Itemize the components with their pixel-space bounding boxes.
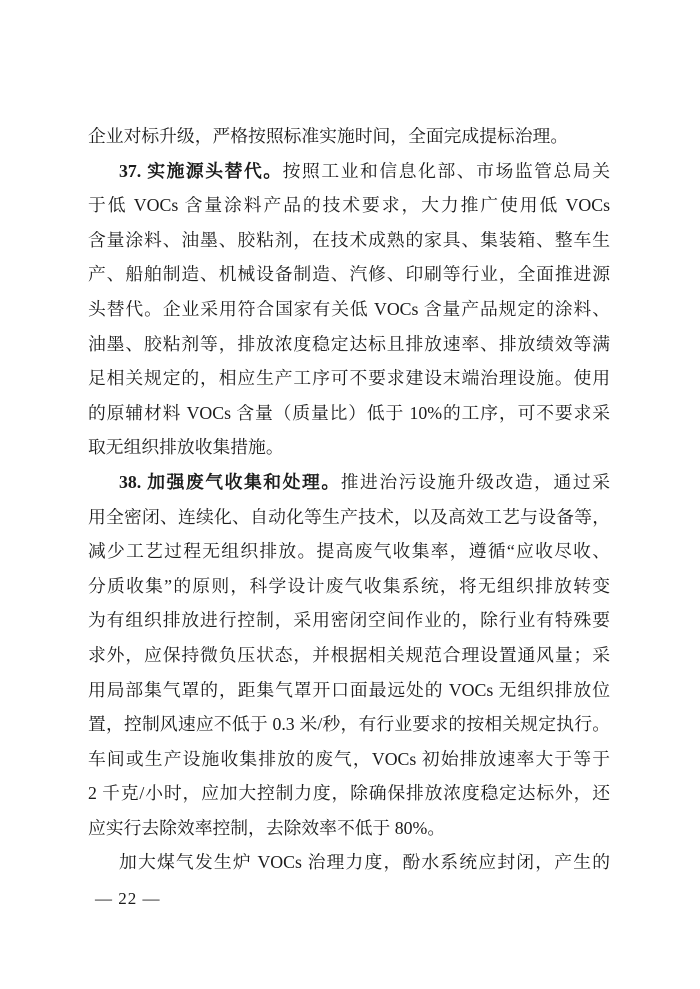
section-37-first-line (88, 154, 610, 189)
body-line: 求外，应保持微负压状态，并根据相关规范合理设置通风量；采 (88, 644, 610, 665)
body-line: 分质收集”的原则，科学设计废气收集系统，将无组织排放转变 (88, 575, 610, 596)
body-line: 应实行去除效率控制，去除效率不低于 80%。 (88, 817, 446, 838)
body-line: 置，控制风速应不低于 0.3 米/秒，有行业要求的按相关规定执行。 (88, 714, 610, 735)
body-line: 用局部集气罩的，距集气罩开口面最远处的 VOCs 无组织排放位 (88, 679, 610, 700)
body-line: 车间或生产设施收集排放的废气，VOCs 初始排放速率大于等于 (88, 748, 610, 769)
page-number: — 22 — (95, 889, 161, 908)
body-line: 含量涂料、油墨、胶粘剂，在技术成熟的家具、集装箱、整车生 (88, 229, 610, 250)
closing-line: 企业对标升级，严格按照标准实施时间，全面完成提标治理。 (88, 126, 569, 146)
section-38-heading: 38. 加强废气收集和处理。 (119, 471, 341, 492)
body-line: 减少工艺过程无组织排放。提高废气收集率，遵循“应收尽收、 (88, 541, 610, 562)
body-line: 油墨、胶粘剂等，排放浓度稳定达标且排放速率、排放绩效等满 (88, 333, 610, 354)
section-37-heading: 37. 实施源头替代。 (119, 160, 283, 181)
body-line: 足相关规定的，相应生产工序可不要求建设末端治理设施。使用 (88, 368, 610, 389)
next-paragraph-line: 加大煤气发生炉 VOCs 治理力度，酚水系统应封闭，产生的 (119, 852, 610, 873)
body-line: 的原辅材料 VOCs 含量（质量比）低于 10%的工序，可不要求采 (88, 402, 610, 423)
section-37-lead-text: 按照工业和信息化部、市场监管总局关 (282, 160, 610, 181)
body-line: 用全密闭、连续化、自动化等生产技术，以及高效工艺与设备等， (88, 506, 610, 527)
body-line: 2 千克/小时，应加大控制力度，除确保排放浓度稳定达标外，还 (88, 783, 610, 804)
section-38-first-line (88, 465, 610, 500)
section-38-lead-text: 推进治污设施升级改造，通过采 (340, 471, 610, 492)
body-line: 取无组织排放收集措施。 (88, 437, 284, 458)
body-line: 于低 VOCs 含量涂料产品的技术要求，大力推广使用低 VOCs (88, 195, 610, 216)
body-line: 头替代。企业采用符合国家有关低 VOCs 含量产品规定的涂料、 (88, 298, 610, 319)
body-line: 为有组织排放进行控制，采用密闭空间作业的，除行业有特殊要 (88, 610, 610, 631)
document-body (88, 119, 610, 880)
body-line: 产、船舶制造、机械设备制造、汽修、印刷等行业，全面推进源 (88, 264, 610, 285)
